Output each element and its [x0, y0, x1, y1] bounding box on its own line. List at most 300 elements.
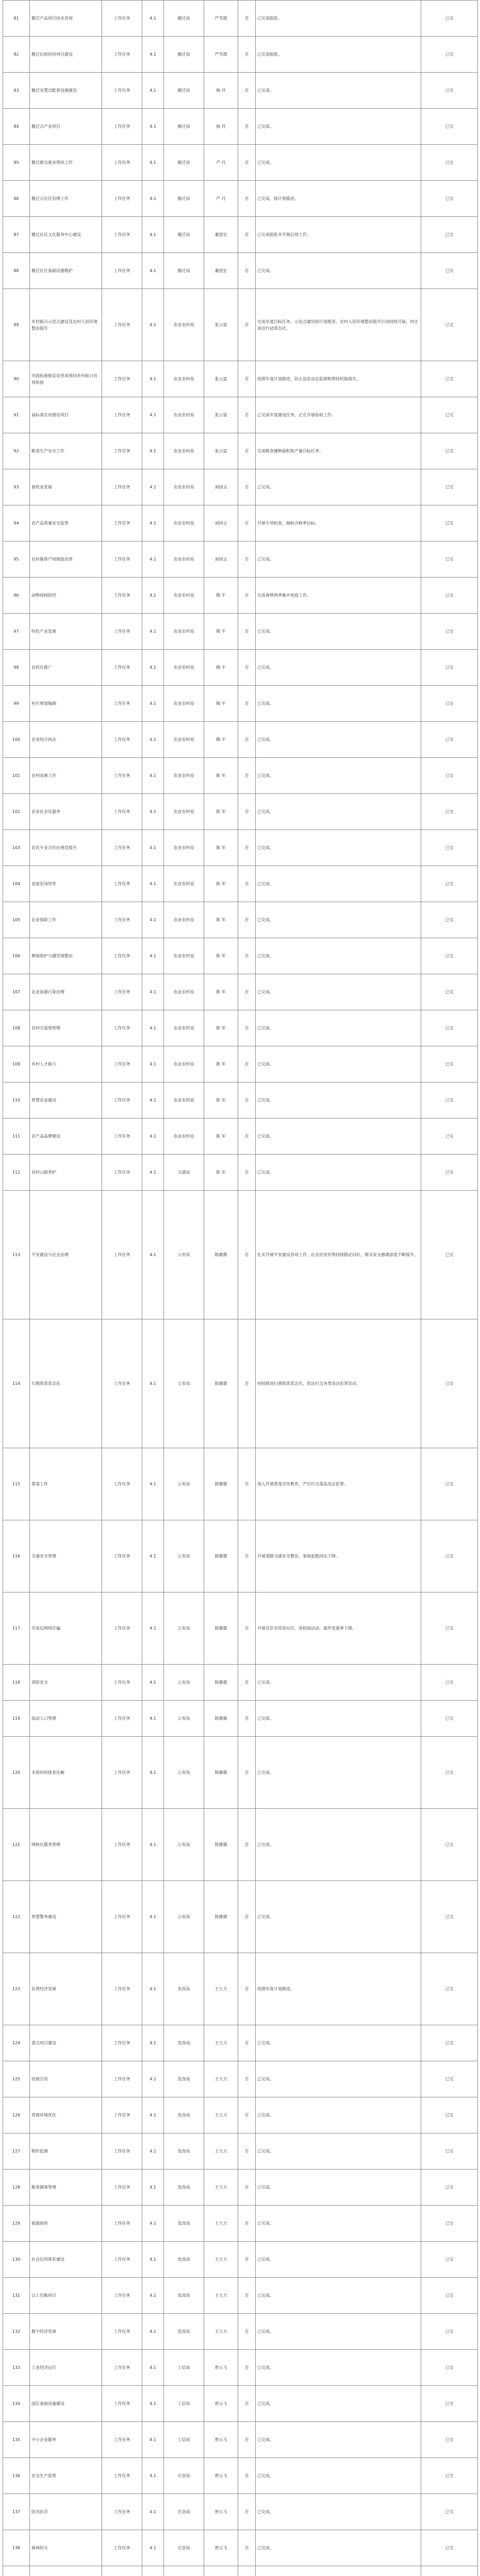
cell-type: 工作任务 [102, 1010, 142, 1046]
cell-note: 已完成。 [256, 2494, 421, 2530]
cell-no: 98 [3, 650, 30, 686]
cell-yr: 4.1 [142, 1701, 164, 1737]
cell-status: 已完 [421, 505, 478, 541]
table-row [3, 2242, 478, 2278]
cell-flag: 否 [238, 2494, 256, 2530]
cell-yr: 4.1 [142, 2206, 164, 2242]
cell-lead: 曾云飞 [204, 2422, 238, 2458]
cell-lead: 陈健雄 [204, 1665, 238, 1701]
cell-note: 已完成。 [256, 253, 421, 289]
cell-dept: 农业农村局 [164, 686, 204, 722]
cell-name: 搬迁安置点配套设施建设 [30, 73, 102, 109]
cell-yr: 4.1 [142, 1592, 164, 1665]
cell-type: 工作任务 [102, 2350, 142, 2386]
cell-lead: 陈健雄 [204, 1592, 238, 1665]
cell-note: 已完成。 [256, 469, 421, 505]
cell-name: 农产品质量安全监管 [30, 505, 102, 541]
cell-status: 已完 [421, 2061, 478, 2097]
cell-note: 已完成。 [256, 866, 421, 902]
cell-lead: 王大力 [204, 2025, 238, 2061]
cell-flag: 否 [238, 2386, 256, 2422]
cell-name: 重点项目建设 [30, 2025, 102, 2061]
table-row [3, 794, 478, 830]
cell-yr: 4.1 [142, 974, 164, 1010]
cell-lead: 陶 平 [204, 722, 238, 758]
cell-status: 已完 [421, 361, 478, 397]
cell-type: 工作任务 [102, 1592, 142, 1665]
cell-status: 已完 [421, 1737, 478, 1809]
cell-dept [164, 2566, 204, 2576]
cell-dept: 搬迁局 [164, 73, 204, 109]
cell-status: 已完 [421, 794, 478, 830]
cell-yr: 4.1 [142, 938, 164, 974]
cell-lead: 张云富 [204, 289, 238, 361]
cell-lead: 曾云飞 [204, 2458, 238, 2494]
cell-note: 已完成。 [256, 73, 421, 109]
cell-yr: 4.1 [142, 722, 164, 758]
cell-no: 125 [3, 2061, 30, 2097]
cell-status: 已完 [421, 2278, 478, 2314]
cell-flag: 否 [238, 2458, 256, 2494]
cell-note: 已完成报批。 [256, 37, 421, 73]
cell-lead: 陶 平 [204, 686, 238, 722]
table-row [3, 758, 478, 794]
cell-status: 已完 [421, 866, 478, 902]
table-row [3, 1118, 478, 1155]
cell-type: 工作任务 [102, 289, 142, 361]
cell-lead: 陈 军 [204, 866, 238, 902]
cell-yr: 4.1 [142, 758, 164, 794]
cell-name: 粮食储备管理 [30, 2170, 102, 2206]
table-row [3, 37, 478, 73]
cell-lead: 曾云飞 [204, 2350, 238, 2386]
cell-note: 已完成。 [256, 2350, 421, 2386]
cell-name: 动物疫病防控 [30, 578, 102, 614]
cell-note: 已完成。 [256, 2458, 421, 2494]
task-table-body [3, 1, 478, 2576]
cell-status: 已完 [421, 1701, 478, 1737]
cell-flag: 否 [238, 578, 256, 614]
cell-name: 禁毒工作 [30, 1448, 102, 1520]
table-row [3, 1, 478, 37]
cell-lead: 杨 玲 [204, 73, 238, 109]
table-row [3, 830, 478, 866]
cell-no: 96 [3, 578, 30, 614]
cell-type: 工作任务 [102, 433, 142, 469]
cell-dept: 农业农村局 [164, 974, 204, 1010]
table-row [3, 722, 478, 758]
cell-yr: 4.1 [142, 2133, 164, 2170]
cell-note: 已完成。 [256, 722, 421, 758]
cell-yr: 4.1 [142, 361, 164, 397]
table-row [3, 686, 478, 722]
cell-flag: 否 [238, 2350, 256, 2386]
cell-type: 工作任务 [102, 397, 142, 433]
table-row [3, 73, 478, 109]
cell-name [30, 2566, 102, 2576]
cell-name: 农业社会化服务 [30, 794, 102, 830]
cell-status: 已完 [421, 1, 478, 37]
cell-dept: 搬迁局 [164, 37, 204, 73]
cell-type: 工作任务 [102, 1701, 142, 1737]
cell-lead: 董迎宏 [204, 217, 238, 253]
cell-lead: 陈 军 [204, 1118, 238, 1155]
cell-status: 已完 [421, 1319, 478, 1448]
table-row [3, 1953, 478, 2025]
cell-flag: 否 [238, 866, 256, 902]
cell-status: 已完 [421, 650, 478, 686]
cell-flag: 否 [238, 145, 256, 181]
cell-yr: 4.1 [142, 2025, 164, 2061]
cell-flag: 否 [238, 289, 256, 361]
cell-status: 已完 [421, 1520, 478, 1592]
cell-yr: 4.1 [142, 1046, 164, 1082]
cell-flag: 否 [238, 1701, 256, 1737]
cell-no: 110 [3, 1082, 30, 1118]
cell-status: 已完 [421, 2242, 478, 2278]
cell-yr: 4.1 [142, 181, 164, 217]
cell-dept: 农业农村局 [164, 433, 204, 469]
cell-name: 网格化服务管理 [30, 1809, 102, 1881]
cell-dept: 发改局 [164, 2206, 204, 2242]
cell-yr: 4.1 [142, 217, 164, 253]
cell-yr: 4.1 [142, 541, 164, 578]
cell-yr: 4.1 [142, 614, 164, 650]
cell-status: 已完 [421, 2133, 478, 2170]
cell-dept: 农业农村局 [164, 361, 204, 397]
cell-yr: 4.1 [142, 253, 164, 289]
cell-note: 已完成。 [256, 686, 421, 722]
cell-note: 持续推进扫黑除恶常态化，依法打击各类违法犯罪活动。 [256, 1319, 421, 1448]
cell-status: 已完 [421, 938, 478, 974]
cell-no: 122 [3, 1881, 30, 1953]
table-row [3, 1191, 478, 1319]
cell-status: 已完 [421, 974, 478, 1010]
cell-no: 108 [3, 1010, 30, 1046]
cell-no: 116 [3, 1520, 30, 1592]
cell-note: 已完成。 [256, 2061, 421, 2097]
task-table-container [3, 0, 477, 2576]
table-row [3, 1701, 478, 1737]
table-row [3, 1082, 478, 1118]
cell-dept: 工信局 [164, 2422, 204, 2458]
cell-flag: 否 [238, 1118, 256, 1155]
cell-dept: 农业农村局 [164, 469, 204, 505]
cell-lead: 张云富 [204, 397, 238, 433]
cell-status: 已完 [421, 1191, 478, 1319]
cell-name: 农业面源污染治理 [30, 974, 102, 1010]
cell-status: 已完 [421, 433, 478, 469]
table-row [3, 1665, 478, 1701]
cell-note: 已完成。 [256, 1665, 421, 1701]
cell-no: 85 [3, 145, 30, 181]
cell-yr: 4.1 [142, 866, 164, 902]
cell-flag: 否 [238, 397, 256, 433]
table-row [3, 397, 478, 433]
cell-flag: 否 [238, 1953, 256, 2025]
cell-flag: 否 [238, 1046, 256, 1082]
cell-type: 工作任务 [102, 2025, 142, 2061]
cell-no: 136 [3, 2458, 30, 2494]
cell-status: 已完 [421, 2386, 478, 2422]
table-row [3, 1046, 478, 1082]
cell-flag: 否 [238, 2170, 256, 2206]
cell-lead: 杨 玲 [204, 109, 238, 145]
cell-note: 已完成。 [256, 2278, 421, 2314]
cell-yr: 4.1 [142, 1010, 164, 1046]
cell-no: 120 [3, 1737, 30, 1809]
cell-type: 工作任务 [102, 830, 142, 866]
cell-dept: 工信局 [164, 2350, 204, 2386]
cell-yr: 4.1 [142, 1809, 164, 1881]
cell-flag: 否 [238, 217, 256, 253]
cell-yr: 4.1 [142, 650, 164, 686]
cell-note: 已完成。 [256, 794, 421, 830]
table-row [3, 1155, 478, 1191]
table-row [3, 2422, 478, 2458]
cell-lead: 曾云飞 [204, 2386, 238, 2422]
cell-dept: 农业农村局 [164, 397, 204, 433]
cell-flag: 否 [238, 1592, 256, 1665]
cell-status: 已完 [421, 578, 478, 614]
cell-status: 已完 [421, 2458, 478, 2494]
cell-type: 工作任务 [102, 1520, 142, 1592]
cell-flag: 否 [238, 1155, 256, 1191]
cell-type: 工作任务 [102, 361, 142, 397]
cell-no: 84 [3, 109, 30, 145]
cell-no: 133 [3, 2350, 30, 2386]
cell-type: 工作任务 [102, 2530, 142, 2566]
cell-lead: 陈 军 [204, 974, 238, 1010]
cell-lead: 严 丹 [204, 181, 238, 217]
cell-flag: 否 [238, 433, 256, 469]
cell-type: 工作任务 [102, 938, 142, 974]
cell-flag: 否 [238, 974, 256, 1010]
cell-yr: 4.1 [142, 2350, 164, 2386]
cell-status: 已完 [421, 397, 478, 433]
cell-lead: 陈 军 [204, 1046, 238, 1082]
cell-type: 工作任务 [102, 974, 142, 1010]
cell-note: 已完成年度建设任务，正在开展验收工作。 [256, 397, 421, 433]
table-row [3, 2025, 478, 2061]
cell-no: 103 [3, 830, 30, 866]
cell-name: 搬迁产品项目技术咨询 [30, 1, 102, 37]
cell-name: 农机化推广 [30, 650, 102, 686]
cell-name: 耕地保护与撂荒地整治 [30, 938, 102, 974]
table-row [3, 1520, 478, 1592]
cell-status: 已完 [421, 2206, 478, 2242]
cell-no: 121 [3, 1809, 30, 1881]
cell-yr: 4.1 [142, 2242, 164, 2278]
cell-lead [204, 2566, 238, 2576]
cell-yr: 4.1 [142, 2061, 164, 2097]
cell-yr: 4.1 [142, 73, 164, 109]
table-row [3, 289, 478, 361]
cell-status: 已完 [421, 181, 478, 217]
cell-flag: 否 [238, 2278, 256, 2314]
cell-no: 128 [3, 2170, 30, 2206]
cell-status: 已完 [421, 2314, 478, 2350]
cell-dept: 工信局 [164, 2386, 204, 2422]
cell-flag: 否 [238, 2206, 256, 2242]
cell-no: 115 [3, 1448, 30, 1520]
cell-note: 已完成。 [256, 541, 421, 578]
cell-flag: 否 [238, 2025, 256, 2061]
cell-dept: 农业农村局 [164, 722, 204, 758]
cell-lead: 董迎宏 [204, 253, 238, 289]
cell-dept: 公安局 [164, 1881, 204, 1953]
table-row [3, 902, 478, 938]
cell-lead: 刘国文 [204, 505, 238, 541]
cell-note: 已完成。 [256, 1082, 421, 1118]
cell-dept: 搬迁局 [164, 145, 204, 181]
cell-dept: 公安局 [164, 1592, 204, 1665]
task-table [3, 0, 478, 2576]
cell-name: 数字经济发展 [30, 2314, 102, 2350]
cell-dept: 应急局 [164, 2530, 204, 2566]
cell-lead: 陈 军 [204, 794, 238, 830]
cell-no: 93 [3, 469, 30, 505]
cell-lead: 张云富 [204, 361, 238, 397]
cell-name: 搬迁社区文化服务中心建设 [30, 217, 102, 253]
cell-no: 112 [3, 1155, 30, 1191]
cell-yr: 4.1 [142, 578, 164, 614]
cell-note: 已完成。 [256, 1118, 421, 1155]
cell-yr: 4.1 [142, 2530, 164, 2566]
cell-yr: 4.1 [142, 1881, 164, 1953]
cell-name: 交通安全管理 [30, 1520, 102, 1592]
cell-type: 工作任务 [102, 37, 142, 73]
cell-dept: 农业农村局 [164, 938, 204, 974]
cell-lead: 王大力 [204, 1953, 238, 2025]
cell-dept: 农业农村局 [164, 1082, 204, 1118]
cell-yr: 4.1 [142, 1155, 164, 1191]
cell-no: 127 [3, 2133, 30, 2170]
cell-yr: 4.1 [142, 1, 164, 37]
cell-yr: 4.1 [142, 1082, 164, 1118]
cell-dept: 搬迁局 [164, 253, 204, 289]
cell-type: 工作任务 [102, 686, 142, 722]
cell-type: 工作任务 [102, 1881, 142, 1953]
cell-yr: 4.1 [142, 505, 164, 541]
cell-name: 智慧农业建设 [30, 1082, 102, 1118]
cell-name: 搬迁社区基础设施维护 [30, 253, 102, 289]
cell-no: 123 [3, 1953, 30, 2025]
cell-no: 124 [3, 2025, 30, 2061]
cell-no: 88 [3, 253, 30, 289]
cell-type: 工作任务 [102, 2170, 142, 2206]
cell-lead: 王大力 [204, 2061, 238, 2097]
cell-no: 135 [3, 2422, 30, 2458]
cell-flag: 否 [238, 2097, 256, 2133]
cell-type: 工作任务 [102, 2314, 142, 2350]
cell-lead: 陈 军 [204, 1155, 238, 1191]
cell-no: 126 [3, 2097, 30, 2133]
cell-lead: 陶 平 [204, 650, 238, 686]
cell-yr: 4.1 [142, 686, 164, 722]
cell-type: 工作任务 [102, 2242, 142, 2278]
cell-flag: 否 [238, 1082, 256, 1118]
cell-flag: 否 [238, 505, 256, 541]
cell-yr: 4.1 [142, 2314, 164, 2350]
cell-dept: 公安局 [164, 1737, 204, 1809]
cell-dept: 发改局 [164, 1953, 204, 2025]
cell-note: 已完成。 [256, 614, 421, 650]
cell-name: 农村宅基地管理 [30, 1010, 102, 1046]
table-row [3, 505, 478, 541]
cell-lead: 王大力 [204, 2314, 238, 2350]
cell-note: 按照年度计划推进，防止返贫动态监测和帮扶机制落实。 [256, 361, 421, 397]
cell-dept: 发改局 [164, 2314, 204, 2350]
cell-name: 以工代赈项目 [30, 2278, 102, 2314]
cell-name: 特色产业发展 [30, 614, 102, 650]
cell-name: 农村公路养护 [30, 1155, 102, 1191]
cell-note: 完成年度目标任务，示范点建设按计划推进，农村人居环境整治提升行动持续开展，村庄清洁行动常态化。 [256, 289, 421, 361]
cell-dept: 公安局 [164, 1701, 204, 1737]
cell-yr: 4.1 [142, 2278, 164, 2314]
table-row [3, 2097, 478, 2133]
cell-flag: 否 [238, 2314, 256, 2350]
cell-no: 131 [3, 2278, 30, 2314]
cell-name: 物价监测 [30, 2133, 102, 2170]
cell-type: 工作任务 [102, 505, 142, 541]
cell-status: 已完 [421, 1665, 478, 1701]
cell-note: 已完成。 [256, 109, 421, 145]
cell-yr: 4.1 [142, 830, 164, 866]
cell-status: 已完 [421, 614, 478, 650]
cell-name: 乡村振兴示范点建设及农村人居环境整治提升 [30, 289, 102, 361]
cell-type: 工作任务 [102, 866, 142, 902]
cell-no: 109 [3, 1046, 30, 1082]
cell-lead: 张云富 [204, 433, 238, 469]
cell-flag: 否 [238, 722, 256, 758]
cell-flag: 否 [238, 758, 256, 794]
table-row [3, 2350, 478, 2386]
cell-name: 安全生产监管 [30, 2458, 102, 2494]
cell-flag: 否 [238, 2530, 256, 2566]
table-row [3, 1737, 478, 1809]
cell-name: 村庄规划编制 [30, 686, 102, 722]
cell-flag: 否 [238, 361, 256, 397]
cell-yr: 4.1 [142, 1737, 164, 1809]
cell-name: 平安建设与社会治理 [30, 1191, 102, 1319]
cell-lead: 陶 平 [204, 614, 238, 650]
cell-note: 已完成，按计划推进。 [256, 181, 421, 217]
table-row [3, 650, 478, 686]
cell-note: 已完成。 [256, 145, 421, 181]
cell-status [421, 2566, 478, 2576]
cell-yr: 4.1 [142, 109, 164, 145]
table-row [3, 2133, 478, 2170]
cell-note: 扎实开展平安建设各项工作，社会治安形势持续稳定向好，群众安全感满意度不断提升。 [256, 1191, 421, 1319]
cell-type: 工作任务 [102, 1082, 142, 1118]
cell-dept: 发改局 [164, 2278, 204, 2314]
cell-name: 畜牧业发展 [30, 469, 102, 505]
cell-name: 矛盾纠纷排查化解 [30, 1737, 102, 1809]
cell-note: 已完成报批并开展后续工作。 [256, 217, 421, 253]
cell-lead: 王大力 [204, 2133, 238, 2170]
cell-type: 工作任务 [102, 578, 142, 614]
cell-note: 已完成。 [256, 2170, 421, 2206]
cell-lead: 王大力 [204, 2206, 238, 2242]
cell-flag: 否 [238, 541, 256, 578]
table-row [3, 109, 478, 145]
cell-note [256, 2566, 421, 2576]
cell-flag: 否 [238, 2061, 256, 2097]
cell-name: 社会信用体系建设 [30, 2242, 102, 2278]
table-row [3, 578, 478, 614]
table-row [3, 2530, 478, 2566]
